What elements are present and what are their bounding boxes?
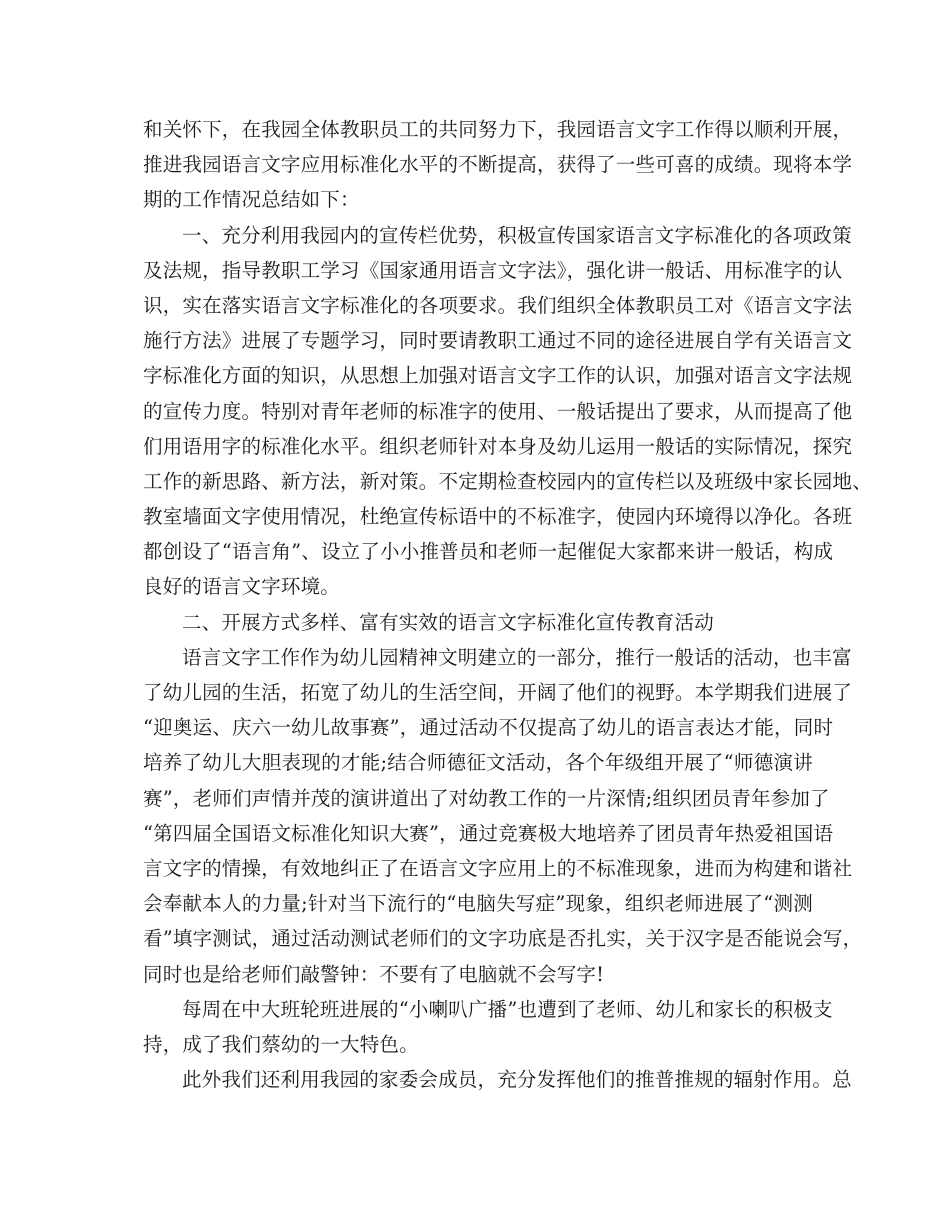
text-line: 赛”，老师们声情并茂的演讲道出了对幼教工作的一片深情;组织团员青年参加了	[143, 786, 830, 810]
text-line: 期的工作情况总结如下：	[143, 188, 360, 212]
text-line: 语言文字工作作为幼儿园精神文明建立的一部分，推行一般话的活动，也丰富	[182, 645, 852, 669]
text-line: 会奉献本人的力量;针对当下流行的“电脑失写症”现象，组织老师进展了“测测	[143, 892, 813, 916]
text-line: “迎奥运、庆六一幼儿故事赛”，通过活动不仅提高了幼儿的语言表达才能，同时	[143, 716, 834, 740]
text-line: 工作的新思路、新方法，新对策。不定期检查校园内的宣传栏以及班级中家长园地、	[143, 469, 872, 493]
text-line: 及法规，指导教职工学习《国家通用语言文字法》，强化讲一般话、用标准字的认	[143, 258, 843, 282]
text-line: 教室墙面文字使用情况，杜绝宣传标语中的不标准字，使园内环境得以净化。各班	[143, 505, 853, 529]
text-line: 看”填字测试，通过活动测试老师们的文字功底是否扎实，关于汉字是否能说会写，	[143, 927, 863, 951]
text-line: 此外我们还利用我园的家委会成员，充分发挥他们的推普推规的辐射作用。总	[182, 1068, 852, 1092]
text-line: 良好的语言文字环境。	[143, 575, 341, 599]
text-line: 培养了幼儿大胆表现的才能;结合师德征文活动，各个年级组开展了“师德演讲	[143, 751, 813, 775]
text-line: 字标准化方面的知识，从思想上加强对语言文字工作的认识，加强对语言文字法规	[143, 364, 853, 388]
text-line: 同时也是给老师们敲警钟：不要有了电脑就不会写字!	[143, 962, 605, 986]
document-body	[143, 114, 872, 1099]
text-line: 推进我园语言文字应用标准化水平的不断提高，获得了一些可喜的成绩。现将本学	[143, 153, 853, 177]
text-line: “第四届全国语文标准化知识大赛”，通过竞赛极大地培养了团员青年热爱祖国语	[143, 821, 834, 845]
text-line: 每周在中大班轮班进展的“小喇叭广播”也遭到了老师、幼儿和家长的积极支	[182, 997, 833, 1021]
text-line: 都创设了“语言角”、设立了小小推普员和老师一起催促大家都来讲一般话，构成	[143, 540, 834, 564]
text-line: 了幼儿园的生活，拓宽了幼儿的生活空间，开阔了他们的视野。本学期我们进展了	[143, 681, 853, 704]
text-line: 们用语用字的标准化水平。组织老师针对本身及幼儿运用一般话的实际情况，探究	[143, 434, 853, 458]
text-line: 二、开展方式多样、富有实效的语言文字标准化宣传教育活动	[182, 610, 714, 634]
text-line: 和关怀下，在我园全体教职员工的共同努力下，我园语言文字工作得以顺利开展，	[143, 118, 853, 141]
text-line: 施行方法》进展了专题学习，同时要请教职工通过不同的途径进展自学有关语言文	[143, 329, 853, 353]
text-line: 一、充分利用我园内的宣传栏优势，积极宣传国家语言文字标准化的各项政策	[182, 223, 852, 247]
text-line: 持，成了我们蔡幼的一大特色。	[143, 1032, 419, 1056]
text-line: 言文字的情操，有效地纠正了在语言文字应用上的不标准现象，进而为构建和谐社	[143, 856, 853, 880]
text-line: 的宣传力度。特别对青年老师的标准字的使用、一般话提出了要求，从而提高了他	[143, 399, 853, 423]
text-line: 识，实在落实语言文字标准化的各项要求。我们组织全体教职员工对《语言文字法	[143, 293, 853, 317]
